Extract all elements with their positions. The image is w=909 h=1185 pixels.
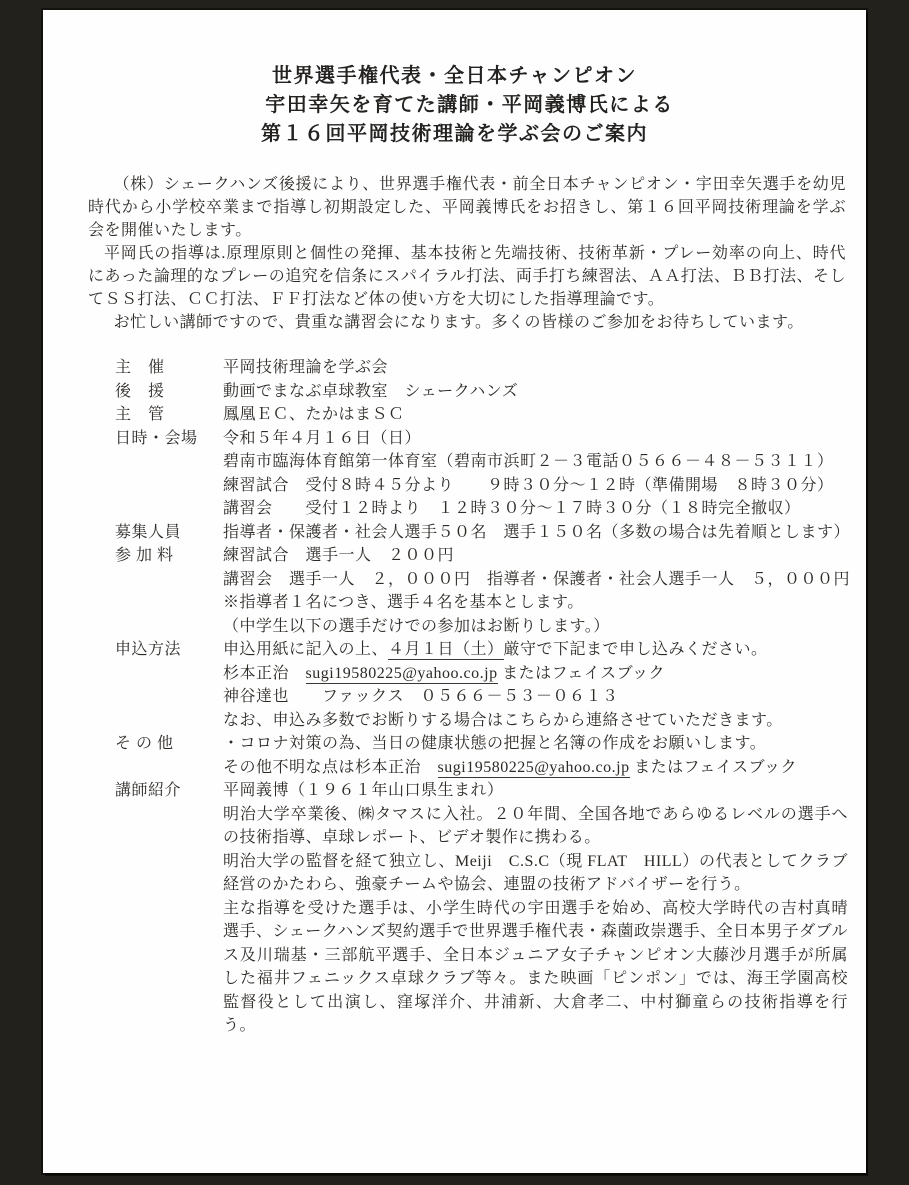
info-value-other bbox=[223, 732, 848, 779]
info-value-management bbox=[223, 403, 848, 427]
info-label-management: 主 管 bbox=[115, 406, 165, 423]
event-date: 令和５年４月１６日（日） bbox=[223, 429, 422, 447]
instructor-career-1: 明治大学卒業後、㈱タマスに入社。２０年間、全国各地であらゆるレベルの選手への技術指導、卓球レポート、ビデオ製作に携わる。 bbox=[223, 805, 848, 846]
deadline-date-underlined: ４月１日（土） bbox=[388, 641, 504, 658]
instructor-students: 主な指導を受けた選手は、小学生時代の宇田選手を始め、高校大学時代の吉村真晴選手、シェークハンズ契約選手で世界選手権代表・森薗政崇選手、全日本男子ダブルス及川瑞基・三部航平選手、全日本ジュニア女子チャンピオン大藤沙月選手が所属した福井フェニックス卓球クラブ等々。また映画「ピンポン」では、海王学園高校監督役として出演し、窪塚洋介、井浦新、大倉孝二、中村獅童らの技術指導を行う。 bbox=[223, 899, 848, 1034]
info-label-other: そ の 他 bbox=[115, 735, 174, 752]
info-row-capacity bbox=[115, 521, 851, 545]
application-deadline-line bbox=[223, 638, 848, 662]
info-label-organizer: 主 催 bbox=[115, 359, 165, 376]
info-label-instructor-profile: 講師紹介 bbox=[115, 782, 182, 799]
text-segment: またはフェイスブック bbox=[497, 664, 665, 682]
info-value-capacity bbox=[223, 521, 851, 545]
text-segment: またはフェイスブック bbox=[629, 758, 797, 776]
info-line: 指導者・保護者・社会人選手５０名 選手１５０名（多数の場合は先着順とします） bbox=[223, 523, 851, 541]
info-value-support bbox=[223, 380, 848, 404]
info-row-other bbox=[115, 732, 848, 779]
info-value-fee bbox=[223, 544, 851, 638]
info-line: 平岡技術理論を学ぶ会 bbox=[223, 359, 389, 376]
email-link: sugi19580225@yahoo.co.jp bbox=[305, 664, 498, 682]
info-row-organizer bbox=[115, 356, 848, 380]
intro-paragraph-2: 平岡氏の指導は.原理原則と個性の発揮、基本技術と先端技術、技術革新・プレー効率の向上、時代にあった論理的なプレーの追究を信条にスパイラル打法、両手打ち練習法、ＡＡ打法、ＢＢ打法、そしてＳＳ打法、ＣＣ打法、ＦＦ打法など体の使い方を大切にした指導理論です。 bbox=[88, 245, 846, 308]
venue-address: 碧南市臨海体育館第一体育室（碧南市浜町２－３電話０５６６－４８－５３１１） bbox=[223, 453, 834, 470]
fee-seminar: 講習会 選手一人 ２，０００円 指導者・保護者・社会人選手一人 ５，０００円 bbox=[223, 570, 851, 588]
instructor-career-2: 明治大学の監督を経て独立し、Meiji C.S.C（現 FLAT HILL）の代表としてクラブ経営のかたわら、強豪チームや協会、連盟の技術アドバイザーを行う。 bbox=[223, 852, 848, 893]
info-value-application bbox=[223, 638, 848, 732]
info-label-fee: 参 加 料 bbox=[115, 547, 174, 564]
intro-paragraph-1: （株）シェークハンズ後援により、世界選手権代表・前全日本チャンピオン・宇田幸矢選手を幼児時代から小学校卒業まで指導し初期設定した、平岡義博氏をお招きし、第１６回平岡技術理論を学ぶ会を開催いたします。 bbox=[88, 176, 846, 239]
info-row-date-venue bbox=[115, 427, 848, 521]
info-line: 鳳凰ＥＣ、たかはまＳＣ bbox=[223, 406, 405, 423]
contact-email-line bbox=[223, 662, 848, 686]
title-line-2: 宇田幸矢を育てた講師・平岡義博氏による bbox=[265, 94, 674, 116]
info-label-capacity: 募集人員 bbox=[115, 523, 182, 541]
fee-note: ※指導者１名につき、選手４名を基本とします。 bbox=[223, 594, 584, 611]
info-label-date-venue: 日時・会場 bbox=[115, 429, 198, 447]
contact-name: 杉本正治 bbox=[223, 664, 306, 682]
fee-restriction-note: （中学生以下の選手だけでの参加はお断りします。） bbox=[223, 617, 610, 635]
info-row-fee bbox=[115, 544, 851, 638]
intro-paragraph-3: お忙しい講師ですので、貴重な講習会になります。多くの皆様のご参加をお待ちしています。 bbox=[113, 314, 804, 331]
text-segment: その他不明な点は杉本正治 bbox=[223, 758, 438, 776]
document-title bbox=[43, 62, 866, 149]
practice-match-time: 練習試合 受付８時４５分より ９時３０分～１２時（準備開場 ８時３０分） bbox=[223, 476, 834, 494]
email-link: sugi19580225@yahoo.co.jp bbox=[437, 758, 630, 776]
fee-practice-match: 練習試合 選手一人 ２００円 bbox=[223, 547, 455, 564]
info-row-application bbox=[115, 638, 848, 732]
info-row-instructor-profile bbox=[115, 779, 848, 1038]
text-segment: 厳守で下記まで申し込みください。 bbox=[503, 641, 768, 658]
text-segment: 申込用紙に記入の上、 bbox=[223, 641, 389, 658]
document-page bbox=[43, 10, 866, 1173]
info-value-date-venue bbox=[223, 427, 848, 521]
covid-note-line: ・コロナ対策の為、当日の健康状態の把握と名簿の作成をお願いします。 bbox=[223, 735, 767, 752]
info-value-instructor-profile bbox=[223, 779, 848, 1038]
intro-paragraphs bbox=[88, 173, 846, 334]
info-label-application: 申込方法 bbox=[115, 641, 182, 658]
title-line-1: 世界選手権代表・全日本チャンピオン bbox=[272, 65, 637, 87]
info-row-support bbox=[115, 380, 848, 404]
info-label-support: 後 援 bbox=[115, 382, 165, 400]
seminar-time: 講習会 受付１２時より １２時３０分～１７時３０分（１８時完全撤収） bbox=[223, 500, 801, 517]
application-note-line: なお、申込み多数でお断りする場合はこちらから連絡させていただきます。 bbox=[223, 711, 783, 729]
instructor-name-birth: 平岡義博（１９６１年山口県生まれ） bbox=[223, 782, 504, 799]
other-contact-line bbox=[223, 756, 848, 780]
info-table bbox=[43, 356, 866, 1038]
info-line: 動画でまなぶ卓球教室 シェークハンズ bbox=[223, 382, 519, 400]
info-value-organizer bbox=[223, 356, 848, 380]
info-row-management bbox=[115, 403, 848, 427]
contact-fax-line: 神谷達也 ファックス ０５６６－５３－０６１３ bbox=[223, 688, 619, 705]
title-line-3: 第１６回平岡技術理論を学ぶ会のご案内 bbox=[261, 123, 648, 145]
